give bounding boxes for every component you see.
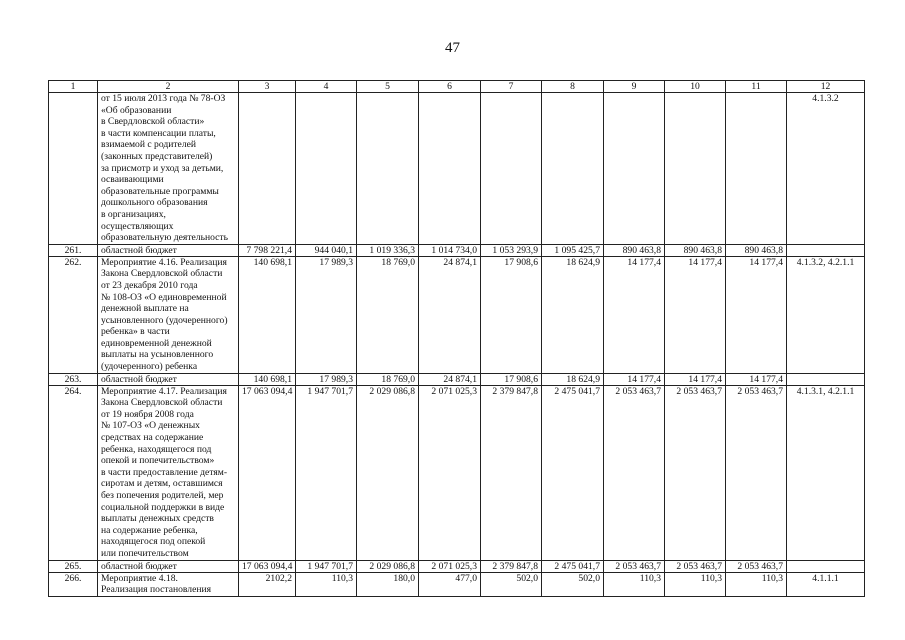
row-value xyxy=(357,93,419,245)
row-index: 264. xyxy=(49,385,98,560)
row-value xyxy=(542,93,604,245)
row-value: 18 769,0 xyxy=(357,256,419,373)
row-value: 24 874,1 xyxy=(419,373,481,385)
table-row xyxy=(49,93,865,245)
row-name-line: дошкольного образования xyxy=(101,197,208,209)
table-row xyxy=(49,572,865,596)
row-value: 110,3 xyxy=(665,572,726,596)
row-name xyxy=(98,572,239,596)
row-name xyxy=(98,256,239,373)
row-name-line: Мероприятие 4.16. Реализация xyxy=(101,256,227,268)
row-value: 180,0 xyxy=(357,572,419,596)
row-value: 1 053 293,9 xyxy=(481,244,542,256)
row-value: 502,0 xyxy=(542,572,604,596)
table-body xyxy=(49,81,865,597)
row-name-line: ребенка» в части xyxy=(101,326,170,338)
row-value: 18 624,9 xyxy=(542,373,604,385)
row-value: 110,3 xyxy=(296,572,357,596)
row-index: 262. xyxy=(49,256,98,373)
row-value: 1 947 701,7 xyxy=(296,385,357,560)
table-row xyxy=(49,373,865,385)
row-name xyxy=(98,385,239,560)
row-name-line: выплаты на усыновленного xyxy=(101,349,214,361)
row-name-line: областной бюджет xyxy=(101,373,177,385)
row-value: 24 874,1 xyxy=(419,256,481,373)
row-name-line: выплаты денежных средств xyxy=(101,513,214,525)
row-name-line: в Свердловской области» xyxy=(101,116,205,128)
row-value: 2 379 847,8 xyxy=(481,560,542,572)
row-value: 2 029 086,8 xyxy=(357,385,419,560)
row-name-line: в части компенсации платы, xyxy=(101,127,216,139)
row-value: 17 063 094,4 xyxy=(239,385,296,560)
row-value: 2102,2 xyxy=(239,572,296,596)
row-name-line: Мероприятие 4.18. xyxy=(101,572,178,584)
row-value: 2 053 463,7 xyxy=(726,560,787,572)
row-value: 17 908,6 xyxy=(481,373,542,385)
header-row xyxy=(49,81,865,93)
row-name-line: опекой и попечительством» xyxy=(101,455,215,467)
row-value: 17 908,6 xyxy=(481,256,542,373)
row-value: 14 177,4 xyxy=(604,256,665,373)
row-name-line: областной бюджет xyxy=(101,244,177,256)
row-value: 890 463,8 xyxy=(665,244,726,256)
row-value xyxy=(665,93,726,245)
row-index: 261. xyxy=(49,244,98,256)
row-codes: 4.1.3.2, 4.2.1.1 xyxy=(787,256,865,373)
table-row xyxy=(49,560,865,572)
row-name-line: находящегося под опекой xyxy=(101,536,206,548)
row-name-line: № 107-ОЗ «О денежных xyxy=(101,420,200,432)
page-number: 47 xyxy=(445,40,460,56)
row-name xyxy=(98,373,239,385)
row-value: 17 989,3 xyxy=(296,256,357,373)
row-name xyxy=(98,93,239,245)
row-name-line: средствах на содержание xyxy=(101,432,204,444)
row-name-line: единовременной денежной xyxy=(101,337,212,349)
row-value: 110,3 xyxy=(726,572,787,596)
row-name-line: Мероприятие 4.17. Реализация xyxy=(101,385,227,397)
row-value: 2 475 041,7 xyxy=(542,385,604,560)
row-name-line: денежной выплате на xyxy=(101,303,189,315)
row-name-line: на содержание ребенка, xyxy=(101,524,198,536)
row-value: 140 698,1 xyxy=(239,256,296,373)
row-name-line: осуществляющих xyxy=(101,220,174,232)
row-index: 266. xyxy=(49,572,98,596)
row-index: 265. xyxy=(49,560,98,572)
row-name-line: от 23 декабря 2010 года xyxy=(101,279,198,291)
row-value: 17 063 094,4 xyxy=(239,560,296,572)
column-header: 12 xyxy=(787,81,865,93)
column-header: 3 xyxy=(239,81,296,93)
row-value: 17 989,3 xyxy=(296,373,357,385)
row-name-line: «Об образовании xyxy=(101,104,172,116)
row-value: 1 019 336,3 xyxy=(357,244,419,256)
row-name-line: взимаемой с родителей xyxy=(101,139,196,151)
row-name-line: за присмотр и уход за детьми, xyxy=(101,162,224,174)
row-name xyxy=(98,560,239,572)
row-value xyxy=(419,93,481,245)
column-header: 11 xyxy=(726,81,787,93)
table-row xyxy=(49,244,865,256)
row-name-line: Закона Свердловской области xyxy=(101,268,223,280)
row-name-line: социальной поддержки в виде xyxy=(101,501,225,513)
row-name-line: в части предоставление детям- xyxy=(101,466,228,478)
row-value: 2 475 041,7 xyxy=(542,560,604,572)
row-value: 2 379 847,8 xyxy=(481,385,542,560)
row-name-line: (законных представителей) xyxy=(101,150,213,162)
row-name-line: сиротам и детям, оставшимся xyxy=(101,478,223,490)
row-name-line: от 15 июля 2013 года № 78-ОЗ xyxy=(101,93,226,104)
row-name-line: образовательные программы xyxy=(101,185,219,197)
row-value: 1 014 734,0 xyxy=(419,244,481,256)
row-value xyxy=(726,93,787,245)
row-codes xyxy=(787,560,865,572)
row-name-line: осваивающими xyxy=(101,174,164,186)
row-value: 2 053 463,7 xyxy=(726,385,787,560)
row-codes xyxy=(787,244,865,256)
row-name-line: усыновленного (удочеренного) xyxy=(101,314,228,326)
row-name-line: без попечения родителей, мер xyxy=(101,490,224,501)
row-name-line: образовательную деятельность xyxy=(101,232,228,244)
row-value xyxy=(239,93,296,245)
row-codes: 4.1.3.2 xyxy=(787,93,865,245)
row-value: 2 053 463,7 xyxy=(604,560,665,572)
column-header: 5 xyxy=(357,81,419,93)
row-name-line: Реализация постановления xyxy=(101,584,212,596)
row-value: 1 947 701,7 xyxy=(296,560,357,572)
row-value: 2 071 025,3 xyxy=(419,385,481,560)
column-header: 4 xyxy=(296,81,357,93)
row-value: 14 177,4 xyxy=(665,256,726,373)
row-name-line: № 108-ОЗ «О единовременной xyxy=(101,291,227,303)
row-value xyxy=(296,93,357,245)
row-value: 2 053 463,7 xyxy=(665,385,726,560)
row-name-line: от 19 ноября 2008 года xyxy=(101,408,194,420)
row-codes: 4.1.3.1, 4.2.1.1 xyxy=(787,385,865,560)
row-value: 14 177,4 xyxy=(665,373,726,385)
column-header: 1 xyxy=(49,81,98,93)
row-value: 14 177,4 xyxy=(604,373,665,385)
row-codes: 4.1.1.1 xyxy=(787,572,865,596)
row-value: 890 463,8 xyxy=(726,244,787,256)
row-name-line: или попечительством xyxy=(101,547,189,559)
row-name xyxy=(98,244,239,256)
row-value: 14 177,4 xyxy=(726,256,787,373)
row-codes xyxy=(787,373,865,385)
column-header: 6 xyxy=(419,81,481,93)
table-row xyxy=(49,256,865,373)
column-header: 9 xyxy=(604,81,665,93)
column-header: 8 xyxy=(542,81,604,93)
column-header: 7 xyxy=(481,81,542,93)
row-value: 502,0 xyxy=(481,572,542,596)
row-name-line: Закона Свердловской области xyxy=(101,397,223,409)
row-value: 2 071 025,3 xyxy=(419,560,481,572)
table-row xyxy=(49,385,865,560)
row-index xyxy=(49,93,98,245)
row-value: 110,3 xyxy=(604,572,665,596)
row-value: 1 095 425,7 xyxy=(542,244,604,256)
row-value: 477,0 xyxy=(419,572,481,596)
row-name-line: (удочеренного) ребенка xyxy=(101,361,198,373)
row-value: 18 624,9 xyxy=(542,256,604,373)
row-value: 890 463,8 xyxy=(604,244,665,256)
row-value: 7 798 221,4 xyxy=(239,244,296,256)
row-value: 944 040,1 xyxy=(296,244,357,256)
row-index: 263. xyxy=(49,373,98,385)
row-value: 2 053 463,7 xyxy=(604,385,665,560)
row-value xyxy=(604,93,665,245)
row-value xyxy=(481,93,542,245)
row-name-line: ребенка, находящегося под xyxy=(101,443,212,455)
column-header: 2 xyxy=(98,81,239,93)
row-name-line: областной бюджет xyxy=(101,560,177,572)
row-value: 18 769,0 xyxy=(357,373,419,385)
column-header: 10 xyxy=(665,81,726,93)
row-name-line: в организациях, xyxy=(101,208,166,220)
row-value: 2 029 086,8 xyxy=(357,560,419,572)
row-value: 2 053 463,7 xyxy=(665,560,726,572)
row-value: 14 177,4 xyxy=(726,373,787,385)
budget-table xyxy=(48,80,865,597)
row-value: 140 698,1 xyxy=(239,373,296,385)
